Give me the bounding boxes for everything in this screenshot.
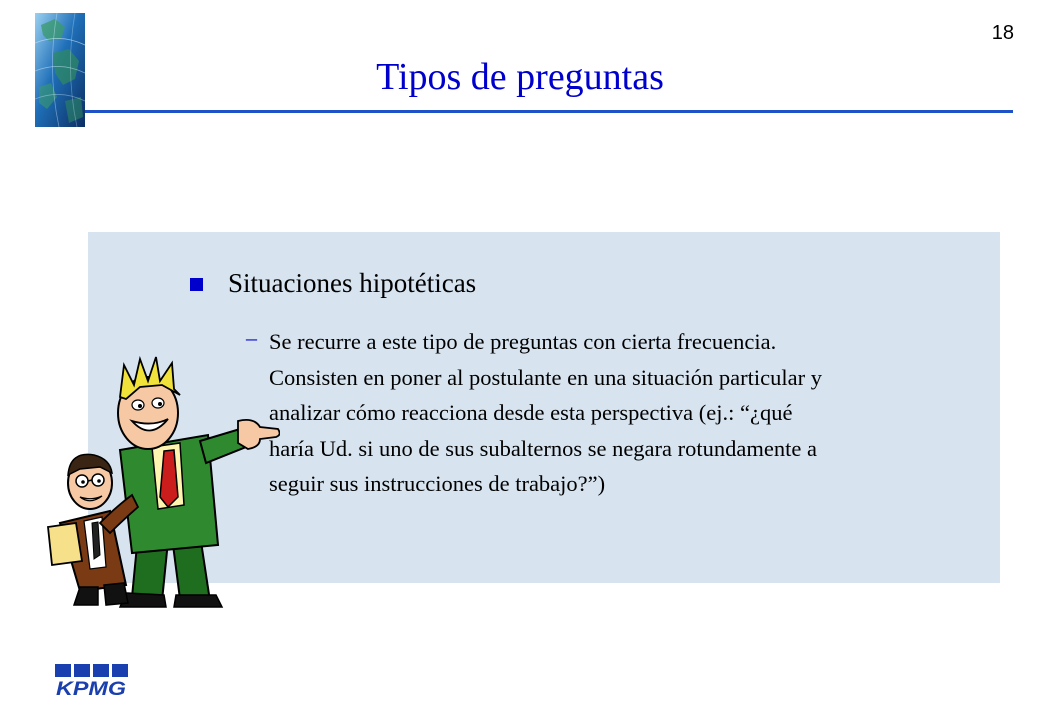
sub-bullet-line: seguir sus instrucciones de trabajo?”): [269, 471, 606, 496]
kpmg-logo-text: KPMG: [56, 679, 127, 698]
bullet-item: [190, 268, 476, 299]
sub-bullet-dash: –: [246, 325, 257, 350]
sub-bullet-line: analizar cómo reacciona desde esta perspectiva (ej.: “¿qué: [269, 400, 793, 425]
sub-bullet-line: haría Ud. si uno de sus subalternos se negara rotundamente a: [269, 435, 817, 461]
title-divider: [85, 110, 1013, 113]
sub-bullet-text: [269, 324, 999, 502]
kpmg-logo: [55, 664, 128, 698]
slide-title: Tipos de preguntas: [376, 56, 664, 98]
square-bullet-icon: [190, 278, 203, 291]
businessmen-cartoon-image: [40, 355, 280, 610]
sub-bullet-line: Consisten en poner al postulante en una situación particular y: [269, 364, 822, 390]
bullet-text: Situaciones hipotéticas: [228, 268, 477, 298]
sub-bullet-line: Se recurre a este tipo de preguntas con cierta frecuencia.: [269, 329, 777, 354]
page-number: 18: [991, 22, 1014, 44]
